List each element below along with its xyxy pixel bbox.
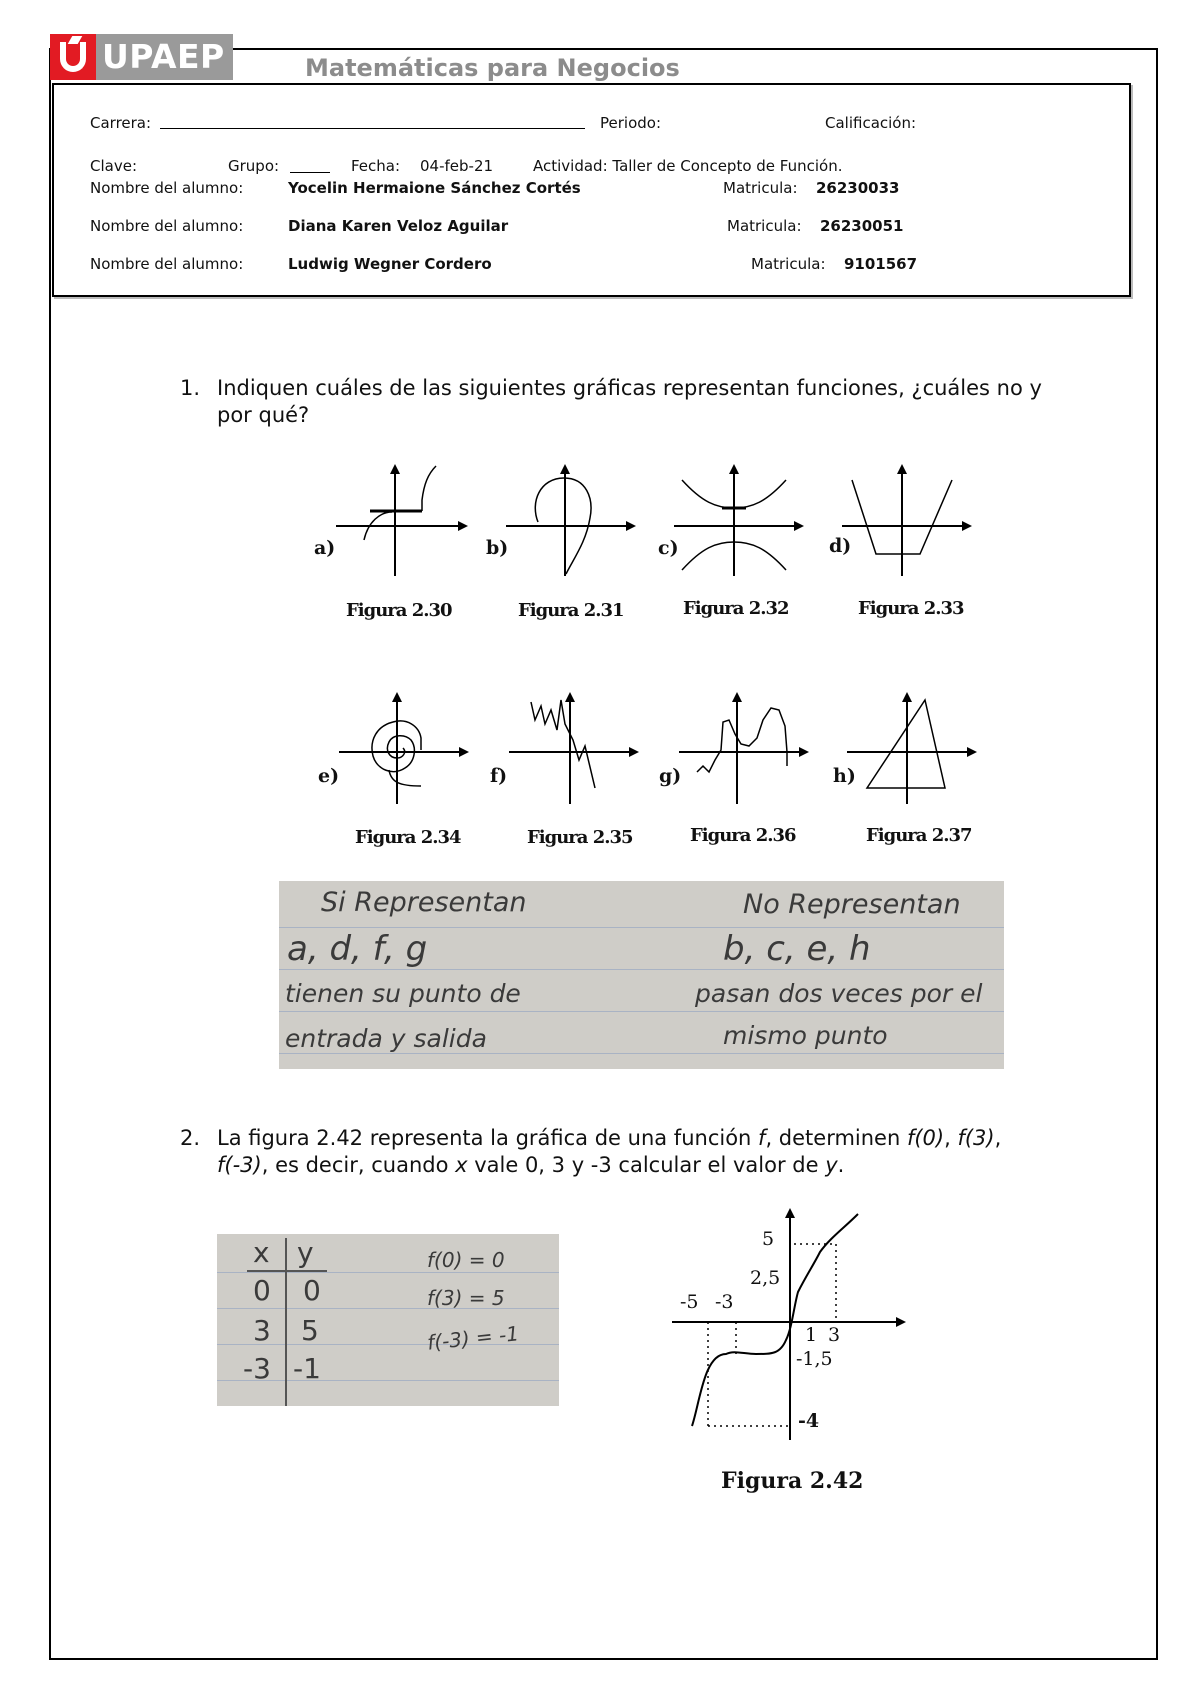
figure-d-caption: Figura 2.33 [858,598,964,619]
figure-g-letter: g) [659,765,682,787]
carrera-label: Carrera: [90,114,152,132]
figure-c-letter: c) [658,537,679,559]
table-divider [285,1238,287,1406]
figure-h-caption: Figura 2.37 [866,825,972,846]
figure-a-caption: Figura 2.30 [346,600,452,621]
clave-label: Clave: [90,157,137,175]
figure-f-letter: f) [490,765,508,787]
figure-b-caption: Figura 2.31 [518,600,624,621]
fig42-label-xm3: -3 [715,1291,734,1313]
student-name-1: Yocelin Hermaione Sánchez Cortés [288,179,581,197]
table-col-y: y [297,1236,314,1269]
figure-c-caption: Figura 2.32 [683,598,789,619]
matricula-value-1: 26230033 [816,179,900,197]
figure-b-graph [502,462,642,580]
nombre-label-3: Nombre del alumno: [90,255,244,273]
nombre-label-1: Nombre del alumno: [90,179,244,197]
fig42-label-ym1-5: -1,5 [796,1348,833,1370]
answer-yes-reason-2: entrada y salida [285,1024,487,1053]
answer-yes-letters: a, d, f, g [287,929,428,969]
handwritten-answer-1-photo [279,881,1004,1069]
question-2-text: La figura 2.42 representa la gráfica de una función f, determinen f(0), f(3), f(-3), es decir, cuando x vale 0, 3 y -3 calcular el valor de y. [217,1126,1002,1177]
answer-fm3: f(-3) = -1 [425,1321,521,1355]
student-name-2: Diana Karen Veloz Aguilar [288,217,509,235]
logo-text: UPAEP [96,34,233,80]
matricula-label-3: Matricula: [751,255,826,273]
figure-h-letter: h) [833,765,856,787]
actividad-text: Actividad: Taller de Concepto de Función. [533,157,843,175]
grupo-line [290,172,330,173]
question-2-number: 2. [180,1126,201,1150]
question-1-number: 1. [180,376,201,400]
answer-no-title: No Representan [743,889,961,920]
fig42-label-x3: 3 [828,1324,841,1346]
periodo-label: Periodo: [600,114,662,132]
table-row-3-x: -3 [243,1352,271,1385]
answer-no-reason-1: pasan dos veces por el [695,979,983,1008]
carrera-line [160,128,585,129]
table-row-2-x: 3 [253,1314,271,1347]
calificacion-label: Calificación: [825,114,917,132]
figure-e-graph [335,690,475,808]
figure-g-caption: Figura 2.36 [690,825,796,846]
answer-yes-title: Si Representan [321,887,527,918]
figure-h-graph [845,690,985,808]
nombre-label-2: Nombre del alumno: [90,217,244,235]
figure-b-letter: b) [486,537,509,559]
figure-a-graph [330,462,470,580]
grupo-label: Grupo: [228,157,280,175]
question-1-text: Indiquen cuáles de las siguientes gráficas representan funciones, ¿cuáles no y por qué? [217,376,1042,427]
answer-f0: f(0) = 0 [427,1248,505,1272]
figure-2-42-graph [670,1204,920,1444]
fig42-label-y5: 5 [762,1228,775,1250]
table-col-x: x [253,1236,270,1269]
figure-d-graph [840,462,980,580]
fecha-value: 04-feb-21 [420,157,494,175]
answer-no-letters: b, c, e, h [723,929,871,969]
fig42-label-xm5: -5 [680,1291,699,1313]
table-row-1-x: 0 [253,1274,271,1307]
table-row-2-y: 5 [301,1314,319,1347]
figure-g-graph [675,690,815,808]
fig42-label-x1: 1 [805,1324,818,1346]
upaep-u-icon [50,34,96,80]
matricula-label-1: Matricula: [723,179,798,197]
answer-f3: f(3) = 5 [427,1286,505,1310]
fig42-label-ym4: -4 [798,1410,820,1432]
table-header-line [247,1270,327,1272]
figure-a-letter: a) [314,537,336,559]
figure-f-caption: Figura 2.35 [527,827,633,848]
matricula-label-2: Matricula: [727,217,802,235]
matricula-value-2: 26230051 [820,217,904,235]
matricula-value-3: 9101567 [844,255,918,273]
course-title: Matemáticas para Negocios [305,54,680,82]
table-row-1-y: 0 [303,1274,321,1307]
student-name-3: Ludwig Wegner Cordero [288,255,492,273]
figure-c-graph [672,462,812,580]
upaep-logo [50,34,233,80]
answer-yes-reason-1: tienen su punto de [285,979,521,1008]
figure-2-42-caption: Figura 2.42 [721,1468,864,1494]
fig42-label-y2-5: 2,5 [750,1267,781,1289]
figure-d-letter: d) [829,535,852,557]
handwritten-answer-2-photo [217,1234,559,1406]
figure-f-graph [507,690,647,808]
figure-e-caption: Figura 2.34 [355,827,461,848]
answer-no-reason-2: mismo punto [723,1021,888,1050]
fecha-label: Fecha: [351,157,401,175]
table-row-3-y: -1 [293,1352,321,1385]
figure-e-letter: e) [318,765,340,787]
